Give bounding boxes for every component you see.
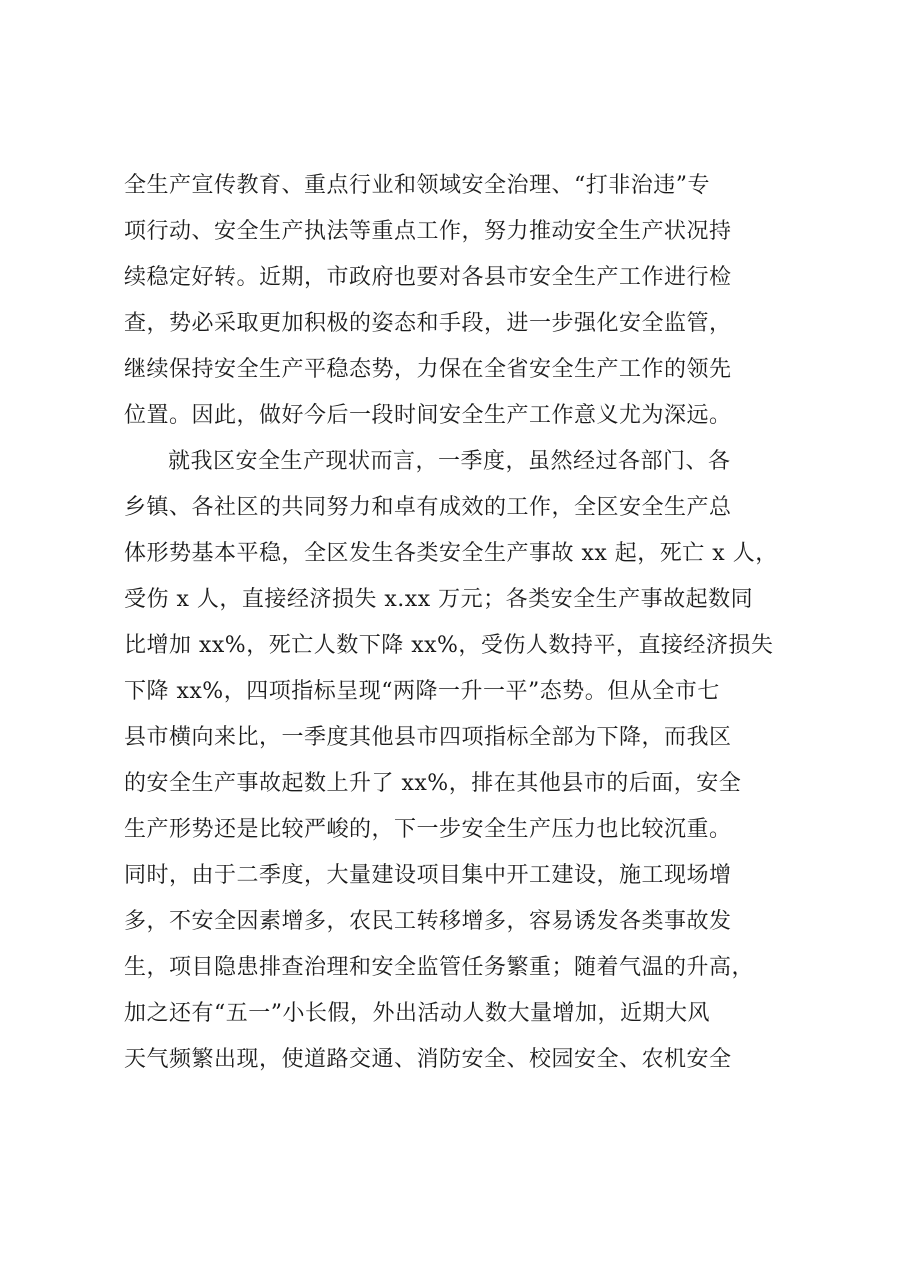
text-line: 生产形势还是比较严峻的，下一步安全生产压力也比较沉重。: [124, 817, 732, 842]
text-line: 下降 xx%，四项指标呈现“两降一升一平”态势。但从全市七: [124, 679, 720, 704]
text-line: 受伤 x 人，直接经济损失 x.xx 万元；各类安全生产事故起数同: [124, 587, 754, 612]
text-line: 生，项目隐患排查治理和安全监管任务繁重；随着气温的升高，: [124, 955, 755, 980]
text-line: 多，不安全因素增多，农民工转移增多，容易诱发各类事故发: [124, 909, 732, 934]
text-line: 全生产宣传教育、重点行业和领域安全治理、“打非治违”专: [124, 173, 710, 198]
text-line: 乡镇、各社区的共同努力和卓有成效的工作，全区安全生产总: [124, 495, 732, 520]
text-line: 继续保持安全生产平稳态势，力保在全省安全生产工作的领先: [124, 357, 732, 382]
text-line: 续稳定好转。近期，市政府也要对各县市安全生产工作进行检: [124, 265, 732, 290]
text-line: 比增加 xx%，死亡人数下降 xx%，受伤人数持平，直接经济损失: [124, 633, 774, 658]
text-line: 县市横向来比，一季度其他县市四项指标全部为下降，而我区: [124, 725, 732, 750]
text-line: 加之还有“五一”小长假，外出活动人数大量增加，近期大风: [124, 1001, 710, 1026]
text-line: 天气频繁出现，使道路交通、消防安全、校园安全、农机安全: [124, 1047, 732, 1072]
text-line: 体形势基本平稳，全区发生各类安全生产事故 xx 起，死亡 x 人，: [124, 541, 778, 566]
text-line: 查，势必采取更加积极的姿态和手段，进一步强化安全监管，: [124, 311, 732, 336]
paragraph-start-line: 就我区安全生产现状而言，一季度，虽然经过各部门、各: [168, 449, 731, 474]
body-text: [124, 163, 804, 1083]
text-line: 项行动、安全生产执法等重点工作，努力推动安全生产状况持: [124, 219, 732, 244]
text-line: 位置。因此，做好今后一段时间安全生产工作意义尤为深远。: [124, 403, 732, 428]
text-line: 同时，由于二季度，大量建设项目集中开工建设，施工现场增: [124, 863, 732, 888]
text-line: 的安全生产事故起数上升了 xx%，排在其他县市的后面，安全: [124, 771, 742, 796]
